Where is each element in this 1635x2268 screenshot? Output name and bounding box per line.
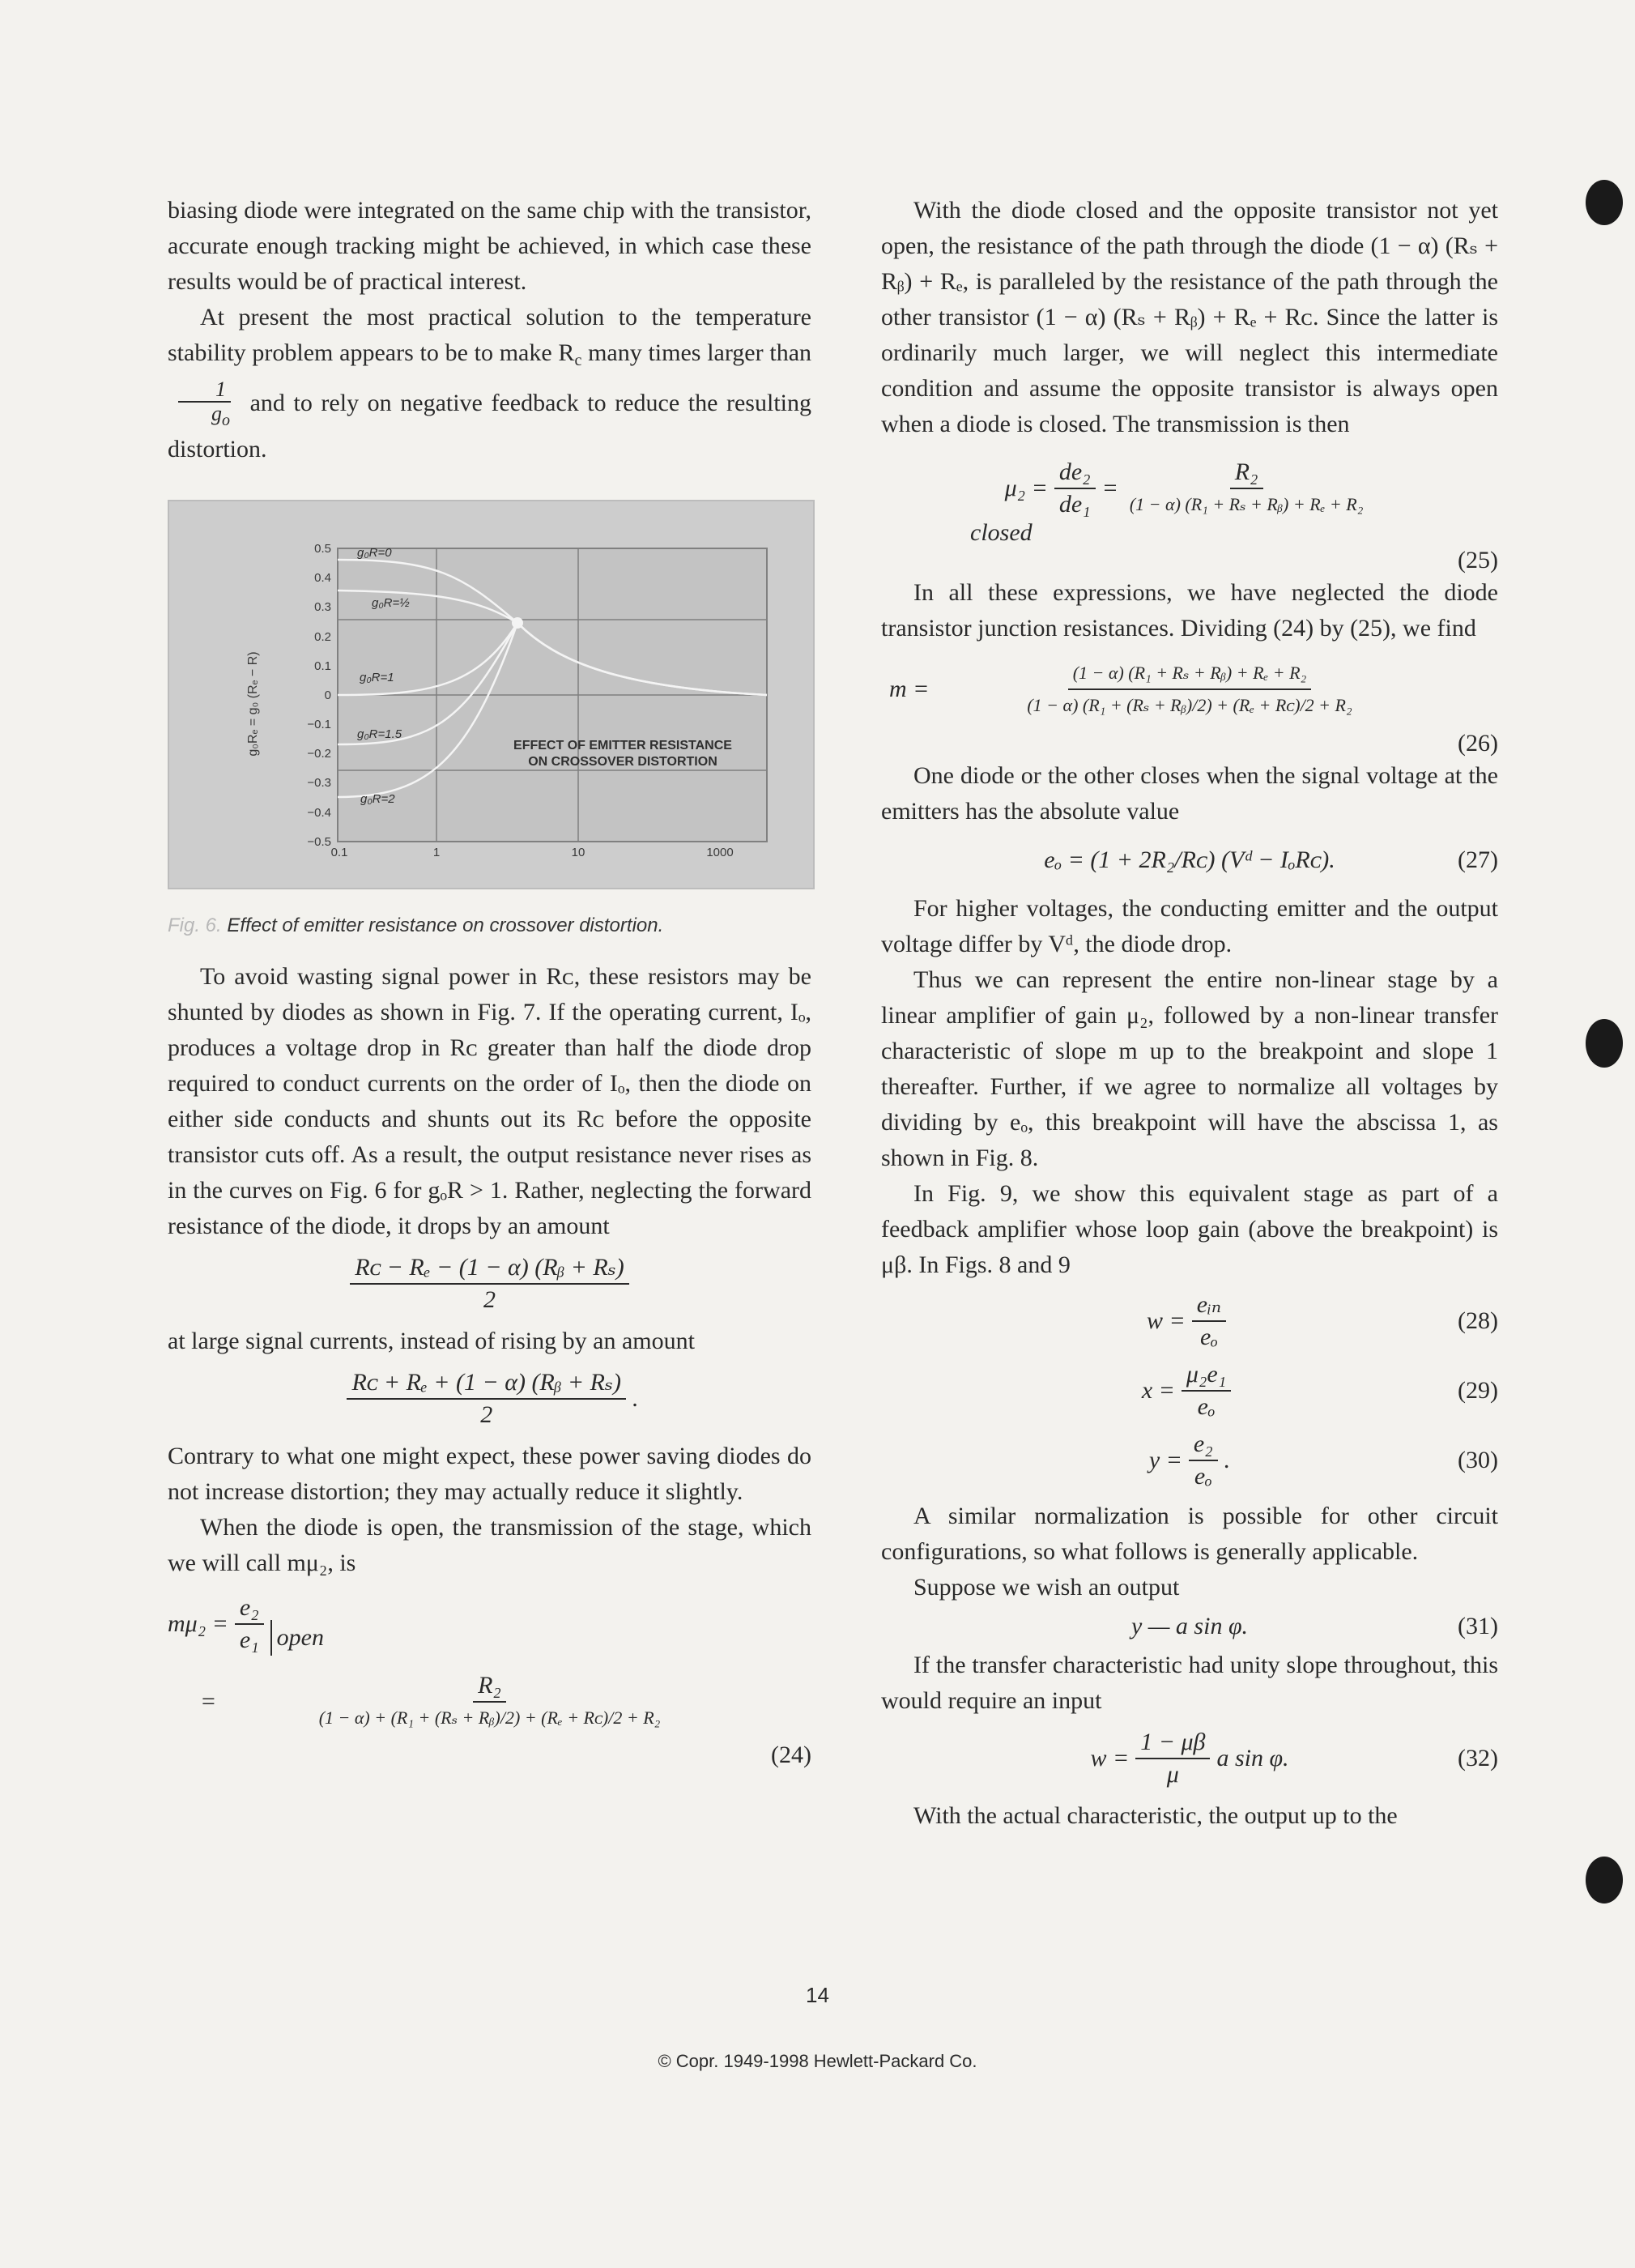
equation-number: (27) xyxy=(1458,846,1498,873)
binder-hole xyxy=(1586,1857,1623,1904)
paragraph: With the actual characteristic, the output up to the xyxy=(913,1802,1398,1829)
y-tick: 0.5 xyxy=(314,542,331,556)
equation-28: w = $\frac{\text{eᵢₙ}}{\text{eₒ}}$ (28) xyxy=(1147,1291,1498,1350)
curve-label: g₀R=½ xyxy=(372,596,410,610)
equation-29: x = $\frac{\text{μ₂e₁}}{\text{eₒ}}$ (29) xyxy=(1141,1361,1498,1420)
copyright: © Copr. 1949-1998 Hewlett-Packard Co. xyxy=(658,2051,977,2071)
y-tick: 0.1 xyxy=(314,659,331,673)
annotation: EFFECT OF EMITTER RESISTANCE xyxy=(513,739,732,752)
paragraph: A similar normalization is possible for other circuit configurations, so what follows is generally applicable. xyxy=(881,1503,1498,1565)
equation: $\frac{\text{Rᴄ − Rₑ − (1 − α) (Rᵦ + Rₛ)}}{2}$ xyxy=(168,1252,811,1315)
curve-label: g₀R=2 xyxy=(360,792,395,806)
y-tick: 0 xyxy=(324,688,331,702)
y-tick: 0.3 xyxy=(314,600,331,614)
y-axis-label: g₀Rₑ = g₀ (Rₑ − R) xyxy=(246,651,260,757)
right-column: With the diode closed and the opposite transistor not yet open, the resistance of the path through the diode (1 − α) (Rₛ + Rᵦ) + Rₑ, is paralleled by the resistance of the path through the other transistor (1 − α) (Rₛ + Rᵦ) + Rₑ + Rᴄ. Since the latter is ordinarily much larger, we will neglect this intermediate condition and assume the opposite transistor is always open when a diode is closed. The transmission is then μ₂ = $\frac{\text{de₂}}{\text{de₁}}$ = $\frac{\text{R₂}}{\text{(1 − α) (R₁ + Rₛ + Rᵦ) + Rₑ + R₂}}$ closed (25) In all these expressions, we have neglected the diode transistor junction resistances. Dividing (24) by (25), we find m = $\frac{\text{(1 − α) (R₁ + Rₛ + Rᵦ) + Rₑ + R₂}}{\text{(1 − α) (R₁ + (Rₛ + Rᵦ)/2) + (Rₑ + Rᴄ)/2 + R₂}}$ (26) One diode or the other closes when the signal voltage at the emitters has the absolute value eₒ = (1 + 2R₂/Rᴄ) (Vᵈ − IₒRᴄ). (27) For higher voltages, the conducting emitter and the output voltage differ by Vᵈ, the diode drop. Thus we can represent the entire non-linear stage by a linear amplifier of gain μ₂, followed by a non-linear transfer characteristic of slope m up to the breakpoint and slope 1 thereafter. Further, if we agree to normalize all voltages by dividing by eₒ, this breakpoint will have the abscissa 1, as shown in Fig. 8. In Fig. 9, we show this equivalent stage as part of a feedback amplifier whose loop gain (above the breakpoint) is μβ. In Figs. 8 and 9 w = $\frac{\text{eᵢₙ}}{\text{eₒ}}$ (28) x = $\frac{\text{μ₂e₁}}{\text{eₒ}}$ (29) y = $\frac{\text{e₂}}{\text{eₒ}}$ . (30) A similar normalization is possible for other circuit configurations, so what follows is generally applicable. Suppose we wish an output y — a sin φ. (31) If the transfer characteristic had unity slope throughout, this would require an input w = $\frac{1 - \mu\beta}{\mu}$ a sin φ. (32) With the actual characteristic, the output up to the xyxy=(881,193,1498,1834)
paragraph: When the diode is open, the transmission of the stage, which we will call mμ₂, is xyxy=(168,1514,811,1576)
paragraph: With the diode closed and the opposite transistor not yet open, the resistance of the path through the diode (1 − α) (Rₛ + Rᵦ) + Rₑ, is paralleled by the resistance of the path through the other transistor (1 − α) (Rₛ + Rᵦ) + Rₑ + Rᴄ. Since the latter is ordinarily much larger, we will neglect this intermediate condition and assume the opposite transistor is always open when a diode is closed. The transmission is then xyxy=(881,197,1498,437)
y-tick: −0.5 xyxy=(307,835,331,849)
equation-number: (24) xyxy=(771,1742,811,1768)
x-tick: 0.1 xyxy=(330,846,348,859)
paragraph: To avoid wasting signal power in Rᴄ, these resistors may be shunted by diodes as shown in Fig. 7. If the operating current, Iₒ, produces a voltage drop in Rᴄ greater than half the diode drop required to conduct currents on the order of Iₒ, then the diode on either side conducts and shunts out its Rᴄ before the opposite transistor cuts off. As a result, the output resistance never rises as in the curves on Fig. 6 for gₒR > 1. Rather, neglecting the forward resistance of the diode, it drops by an amount xyxy=(168,963,811,1239)
equation-number: (32) xyxy=(1458,1745,1498,1771)
paragraph: In Fig. 9, we show this equivalent stage as part of a feedback amplifier whose loop gain (above the breakpoint) is μβ. In Figs. 8 and 9 xyxy=(881,1180,1498,1278)
figure-6-chart xyxy=(168,500,815,889)
y-tick: −0.4 xyxy=(307,806,331,820)
equation-number: (29) xyxy=(1458,1377,1498,1404)
equation-32: w = $\frac{1 - \mu\beta}{\mu}$ a sin φ. (32) xyxy=(1090,1729,1498,1788)
equation-number: (30) xyxy=(1458,1447,1498,1473)
equation-number: (28) xyxy=(1458,1307,1498,1334)
x-tick: 1 xyxy=(432,846,441,859)
paragraph: Thus we can represent the entire non-linear stage by a linear amplifier of gain μ₂, followed by a non-linear transfer characteristic of slope m up to the breakpoint and slope 1 thereafter. Further, if we agree to normalize all voltages by dividing by eₒ, this breakpoint will have the abscissa 1, as shown in Fig. 8. xyxy=(881,966,1498,1171)
paragraph: If the transfer characteristic had unity slope throughout, this would require an input xyxy=(881,1652,1498,1714)
y-tick: 0.4 xyxy=(314,571,331,585)
paragraph: One diode or the other closes when the signal voltage at the emitters has the absolute value xyxy=(881,762,1498,825)
equation: $\frac{\text{Rᴄ + Rₑ + (1 − α) (Rᵦ + Rₛ)}}{2}$ . xyxy=(168,1367,811,1430)
x-tick: 1000 xyxy=(706,846,734,859)
paragraph: Suppose we wish an output xyxy=(913,1574,1180,1601)
equation-number: (26) xyxy=(1458,730,1498,757)
equation-30: y = $\frac{\text{e₂}}{\text{eₒ}}$ . (30) xyxy=(1148,1430,1498,1490)
y-tick: −0.3 xyxy=(307,776,331,790)
curve-label: g₀R=1 xyxy=(360,671,394,684)
curve-label: g₀R=1.5 xyxy=(357,727,402,741)
y-tick: 0.2 xyxy=(314,630,331,644)
x-tick: 10 xyxy=(571,846,585,859)
paragraph: Contrary to what one might expect, these power saving diodes do not increase distortion; they may actually reduce it slightly. xyxy=(168,1443,811,1505)
page-number: 14 xyxy=(806,1983,829,2007)
equation-number: (25) xyxy=(1458,547,1498,573)
paragraph: at large signal currents, instead of rising by an amount xyxy=(168,1328,695,1354)
equation-24: = $\frac{\text{R₂}}{\text{(1 − α) + (R₁ + (Rₛ + Rᵦ)/2) + (Rₑ + Rᴄ)/2 + R₂}}$ xyxy=(200,1672,661,1728)
equation-24-lhs: mμ₂ = $\frac{\text{e₂}}{\text{e₁}}$ open xyxy=(168,1592,811,1656)
equation-27: eₒ = (1 + 2R₂/Rᴄ) (Vᵈ − IₒRᴄ). (27) xyxy=(881,842,1498,878)
paragraph: For higher voltages, the conducting emitter and the output voltage differ by Vᵈ, the diode drop. xyxy=(881,895,1498,957)
equation-25: μ₂ = $\frac{\text{de₂}}{\text{de₁}}$ = $\frac{\text{R₂}}{\text{(1 − α) (R₁ + Rₛ + Rᵦ) + Rₑ + R₂}}$ xyxy=(1004,458,1364,518)
y-tick: −0.2 xyxy=(307,747,331,761)
curve-label: g₀R=0 xyxy=(357,546,392,560)
paragraph: biasing diode were integrated on the same chip with the transistor, accurate enough tracking might be achieved, in which case these results would be of practical interest. xyxy=(168,197,811,295)
annotation: ON CROSSOVER DISTORTION xyxy=(528,755,717,769)
binder-hole xyxy=(1586,180,1623,225)
paragraph: In all these expressions, we have neglected the diode transistor junction resistances. Dividing (24) by (25), we find xyxy=(881,579,1498,642)
binder-hole xyxy=(1586,1019,1623,1068)
paragraph: At present the most practical solution to the temperature stability problem appears to be to make $R_c$ many times larger than $\frac{1}{g_o}$ and to rely on negative feedback to reduce the resulting distortion. xyxy=(168,304,812,463)
equation-31: y — a sin φ. (31) xyxy=(881,1609,1498,1644)
equation-number: (31) xyxy=(1458,1613,1498,1639)
equation-26: m = $\frac{\text{(1 − α) (R₁ + Rₛ + Rᵦ) + Rₑ + R₂}}{\text{(1 − α) (R₁ + (Rₛ + Rᵦ)/2) + (Rₑ + Rᴄ)/2 + R₂}}$ xyxy=(881,658,1498,721)
figure-caption: Fig. 6. Effect of emitter resistance on crossover distortion. xyxy=(168,914,664,936)
y-tick: −0.1 xyxy=(307,718,331,731)
left-column xyxy=(168,193,811,1769)
